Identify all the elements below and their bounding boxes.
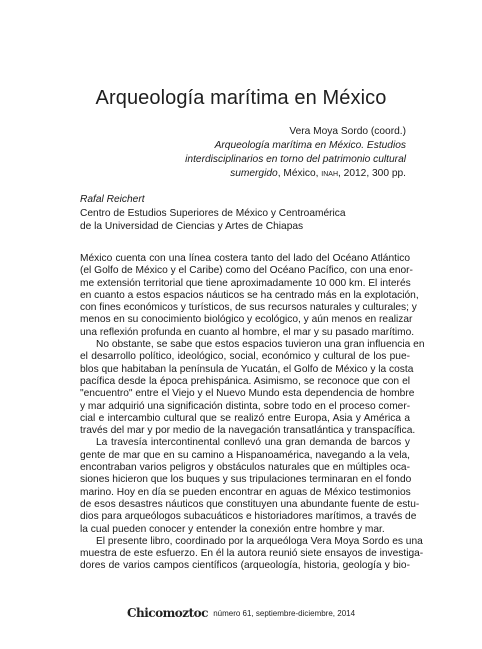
body-line: siones hicieron que los buques y sus tripulaciones terminaran en el fondo (80, 474, 412, 486)
body-line: una reflexión profunda en cuanto al hombre, el mar y su pasado marítimo. (80, 326, 415, 338)
review-author-affiliation-2: de la Universidad de Ciencias y Artes de Chiapas (80, 221, 304, 232)
body-line: encontraban varios peligros y obstáculos naturales que en múltiples oca- (80, 462, 410, 474)
review-author-block (80, 193, 410, 234)
reference-editor: Vera Moya Sordo (coord.) (289, 126, 406, 137)
body-line: marino. Hoy en día se pueden encontrar en aguas de México testimonios (80, 486, 411, 498)
body-line: cial e intercambio cultural que se realizó entre Europa, Asia y América a (80, 412, 410, 424)
body-line: El presente libro, coordinado por la arqueóloga Vera Moya Sordo es una (96, 535, 423, 547)
journal-logo: Chicomoztoc (126, 606, 208, 620)
body-line: y mar adquirió una significación distinta, sobre todo en el proceso comer- (80, 400, 411, 412)
body-line: través del mar y por medio de la navegación transatlántica y transpacífica. (80, 425, 416, 437)
body-line: en cuanto a estos espacios náuticos se ha centrado más en la explotación, (80, 289, 419, 301)
book-reference (66, 125, 406, 181)
body-line: La travesía intercontinental conllevó una gran demanda de barcos y (96, 437, 410, 449)
body-line: muestra de este esfuerzo. En él la autora reunió siete ensayos de investiga- (80, 548, 424, 560)
reference-year-pages: , 2012, 300 pp. (338, 168, 406, 179)
reference-title-line3: sumergido (230, 168, 278, 179)
body-line: No obstante, se sabe que estos espacios tuvieron una gran influencia en (96, 339, 425, 351)
body-line: blos que habitaban la península de Yucatán, el Golfo de México y la costa (80, 363, 414, 375)
body-line: menos en su conocimiento biológico y ecológico, y aún menos en realizar (80, 314, 413, 326)
body-line: la cual pueden conocer y entender la conexión entre hombre y mar. (80, 523, 385, 535)
body-line: gente de mar que en su camino a Hispanoamérica, navegando a la vela, (80, 449, 410, 461)
body-line: el desarrollo político, ideológico, social, económico y cultural de los pue- (80, 351, 410, 363)
body-line: con fines económicos y turísticos, de sus recursos naturales y culturales; y (80, 302, 417, 314)
review-author-name: Rafal Reichert (80, 194, 145, 205)
body-line: dios para arqueólogos subacuáticos e historiadores marítimos, a través de (80, 511, 417, 523)
body-line: (el Golfo de México y el Caribe) como del Océano Pacífico, con una enor- (80, 265, 413, 277)
reference-place: , México, (277, 168, 322, 179)
reference-publisher: inah (321, 168, 339, 179)
issue-info: número 61, septiembre-diciembre, 2014 (213, 609, 356, 618)
body-line: "encuentro" entre el Viejo y el Nuevo Mundo esta dependencia de hombre (80, 388, 415, 400)
body-line: pacífica desde la época prehispánica. Asimismo, se reconoce que con el (80, 375, 410, 387)
review-author-affiliation-1: Centro de Estudios Superiores de México y Centroamérica (80, 207, 346, 219)
reference-title-line1: Arqueología marítima en México. Estudios (214, 140, 406, 151)
body-line: dores de varios campos científicos (arqueología, historia, geología y bio- (80, 560, 410, 572)
page-title: Arqueología marítima en México (95, 87, 387, 110)
body-line: de esos desastres náuticos que constituyen una abundante fuente de estu- (80, 498, 420, 510)
reference-publication (66, 167, 406, 181)
review-body (80, 253, 425, 573)
reference-title-line2: interdisciplinarios en torno del patrimonio cultural (185, 154, 406, 165)
body-line: me extensión territorial que tiene aproximadamente 10 000 km. El interés (80, 277, 411, 289)
page-footer (0, 606, 482, 620)
body-line: México cuenta con una línea costera tanto del lado del Océano Atlántico (80, 253, 410, 264)
